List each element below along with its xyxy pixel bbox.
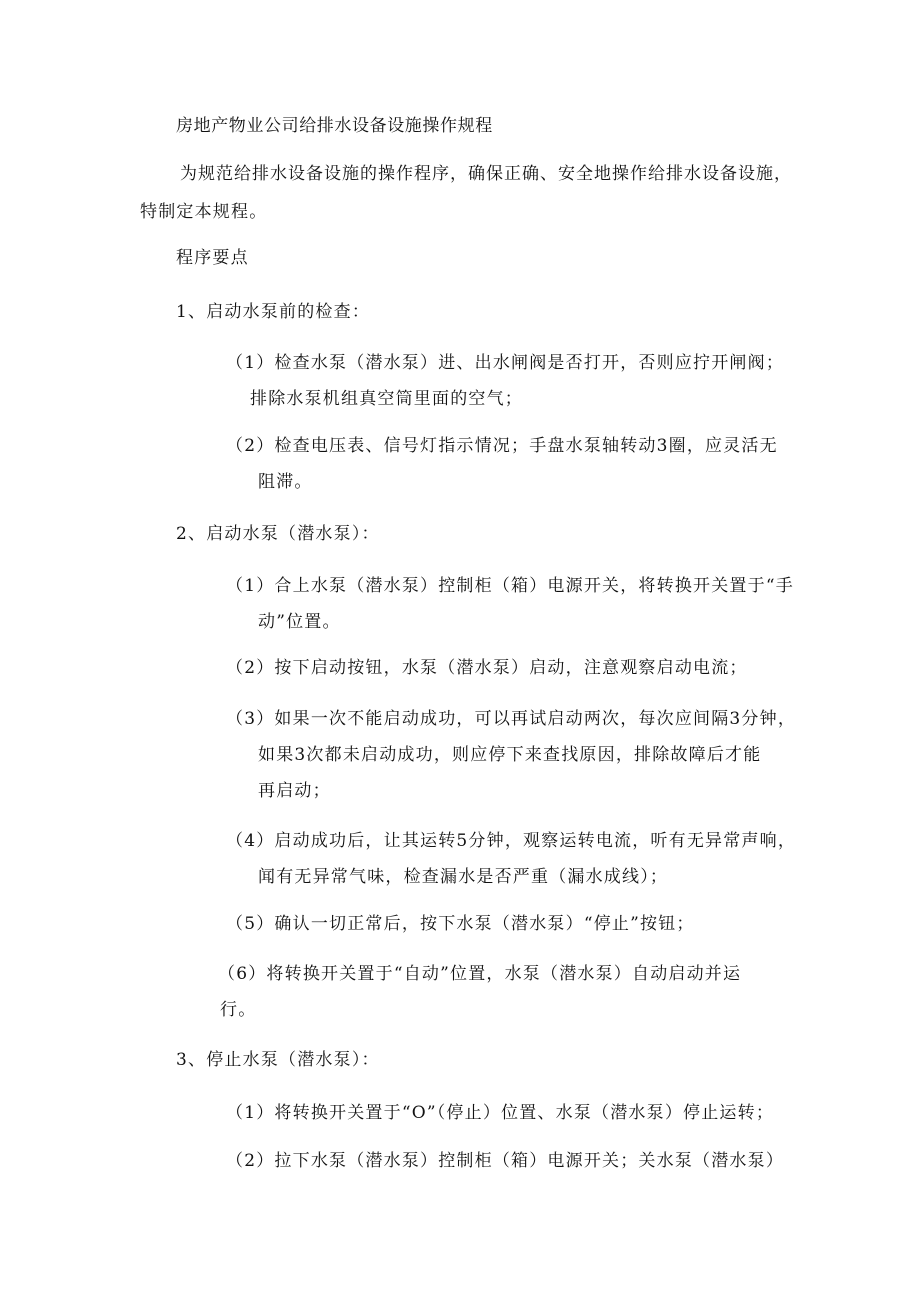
list-item-continuation: 再启动；: [258, 781, 331, 801]
list-item: （1）检查水泵（潜水泵）进、出水闸阀是否打开，否则应拧开闸阀；: [226, 353, 785, 373]
section-heading-2: 2、启动水泵（潜水泵）：: [176, 524, 380, 544]
section-heading-3: 3、停止水泵（潜水泵）：: [176, 1050, 380, 1070]
list-item: （5）确认一切正常后，按下水泵（潜水泵）“停止”按钮；: [226, 914, 695, 934]
list-item: （2）按下启动按钮，水泵（潜水泵）启动，注意观察启动电流；: [226, 658, 748, 678]
list-item-continuation: 行。: [220, 1000, 257, 1020]
intro-paragraph-line: 特制定本规程。: [140, 202, 268, 222]
list-item-continuation: 闻有无异常气味，检查漏水是否严重（漏水成线）；: [258, 867, 669, 887]
list-item: （3）如果一次不能启动成功，可以再试启动两次，每次应间隔3分钟，: [226, 709, 797, 729]
list-item-continuation: 阻滞。: [258, 472, 313, 492]
section-heading-1: 1、启动水泵前的检查：: [176, 302, 371, 322]
list-item-continuation: 动”位置。: [258, 612, 341, 632]
list-item: （4）启动成功后，让其运转5分钟，观察运转电流，听有无异常声响，: [226, 831, 797, 851]
document-title: 房地产物业公司给排水设备设施操作规程: [176, 116, 493, 136]
intro-paragraph-line: 为规范给排水设备设施的操作程序，确保正确、安全地操作给排水设备设施，: [180, 164, 792, 184]
list-item: （2）检查电压表、信号灯指示情况；手盘水泵轴转动3圈，应灵活无: [226, 436, 778, 456]
list-item: （1）将转换开关置于“O”（停止）位置、水泵（潜水泵）停止运转；: [226, 1103, 775, 1123]
procedure-subheading: 程序要点: [176, 248, 249, 268]
list-item-continuation: 排除水泵机组真空筒里面的空气；: [250, 389, 523, 409]
list-item: （6）将转换开关置于“自动”位置，水泵（潜水泵）自动启动并运: [218, 964, 742, 984]
list-item: （1）合上水泵（潜水泵）控制柜（箱）电源开关，将转换开关置于“手: [226, 576, 794, 596]
list-item-continuation: 如果3次都未启动成功，则应停下来查找原因，排除故障后才能: [258, 745, 762, 765]
list-item: （2）拉下水泵（潜水泵）控制柜（箱）电源开关；关水泵（潜水泵）: [226, 1151, 785, 1171]
